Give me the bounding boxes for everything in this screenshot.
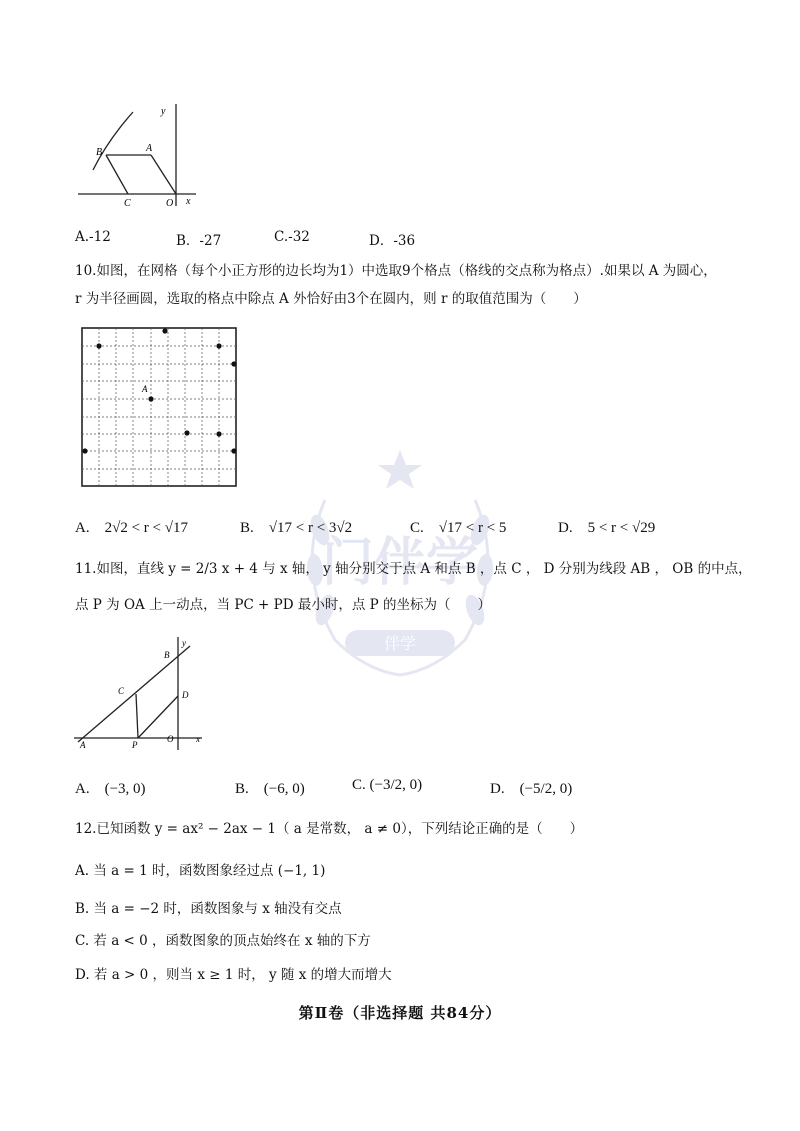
q10-option-d: D. 5 < r < √29 xyxy=(558,520,656,536)
q10-option-b: B. √17 < r < 3√2 xyxy=(240,520,353,536)
q10-stem-line1: 10.如图，在网格（每个小正方形的边长均为1）中选取9个格点（格线的交点称为格点）.如果以 A 为圆心， xyxy=(75,263,717,279)
q10-grid-figure xyxy=(80,325,240,490)
q10-stem-line2: r 为半径画圆，选取的格点中除点 A 外恰好由3个在圆内，则 r 的取值范围为（ ） xyxy=(75,291,587,307)
q11-stem-line2: 点 P 为 OA 上一动点，当 PC + PD 最小时，点 P 的坐标为（ ） xyxy=(75,597,492,613)
q12-stem: 12.已知函数 y = ax² − 2ax − 1（ a 是常数， a ≠ 0），下列结论正确的是（ ） xyxy=(75,821,584,837)
q10-option-a: A. 2√2 < r < √17 xyxy=(75,520,188,536)
q9-option-a: A.-12 xyxy=(75,229,111,245)
q9-label-O: O xyxy=(166,198,174,209)
watermark-badge: 伴学 xyxy=(383,636,417,653)
q11-option-d: D. (−5/2, 0) xyxy=(490,781,573,797)
q11-option-b: B. (−6, 0) xyxy=(235,781,305,797)
q9-label-B: B xyxy=(96,147,103,158)
section-title: 第Ⅱ卷（非选择题 共84分） xyxy=(298,1004,502,1022)
q9-label-C: C xyxy=(124,198,131,209)
q11-label-B: B xyxy=(164,650,170,660)
q9-option-b: B．-27 xyxy=(176,233,222,249)
q12-option-d: D. 若 a > 0 ，则当 x ≥ 1 时， y 随 x 的增大而增大 xyxy=(75,967,392,983)
q11-label-y: y xyxy=(182,638,186,648)
q12-option-a: A. 当 a = 1 时，函数图象经过点 (−1, 1) xyxy=(75,863,326,879)
q10-option-c: C. √17 < r < 5 xyxy=(410,520,507,536)
q11-label-x: x xyxy=(196,734,200,744)
q9-option-c: C.-32 xyxy=(274,229,310,245)
q11-stem-line1: 11.如图，直线 y = 2/3 x + 4 与 x 轴， y 轴分别交于点 A 和点 B ，点 C ， D 分别为线段 AB ， OB 的中点， xyxy=(75,561,752,577)
q11-label-D: D xyxy=(182,690,189,700)
q10-label-A: A xyxy=(142,384,148,394)
q11-label-P: P xyxy=(132,740,138,750)
q9-figure xyxy=(78,100,200,210)
q11-option-a: A. (−3, 0) xyxy=(75,781,146,797)
watermark-text: 门伴学 xyxy=(321,535,479,592)
q11-label-A: A xyxy=(80,740,86,750)
q9-option-d: D．-36 xyxy=(369,233,416,249)
q11-option-c: C. (−3/2, 0) xyxy=(352,777,423,793)
q12-option-c: C. 若 a < 0 ，函数图象的顶点始终在 x 轴的下方 xyxy=(75,933,371,949)
q11-label-C: C xyxy=(118,686,125,696)
q9-label-A: A xyxy=(146,143,153,154)
q12-option-b: B. 当 a = −2 时，函数图象与 x 轴没有交点 xyxy=(75,901,342,917)
q11-label-O: O xyxy=(167,734,174,744)
q9-label-y: y xyxy=(161,106,166,117)
q11-figure xyxy=(72,632,207,752)
q9-label-x: x xyxy=(186,196,191,207)
